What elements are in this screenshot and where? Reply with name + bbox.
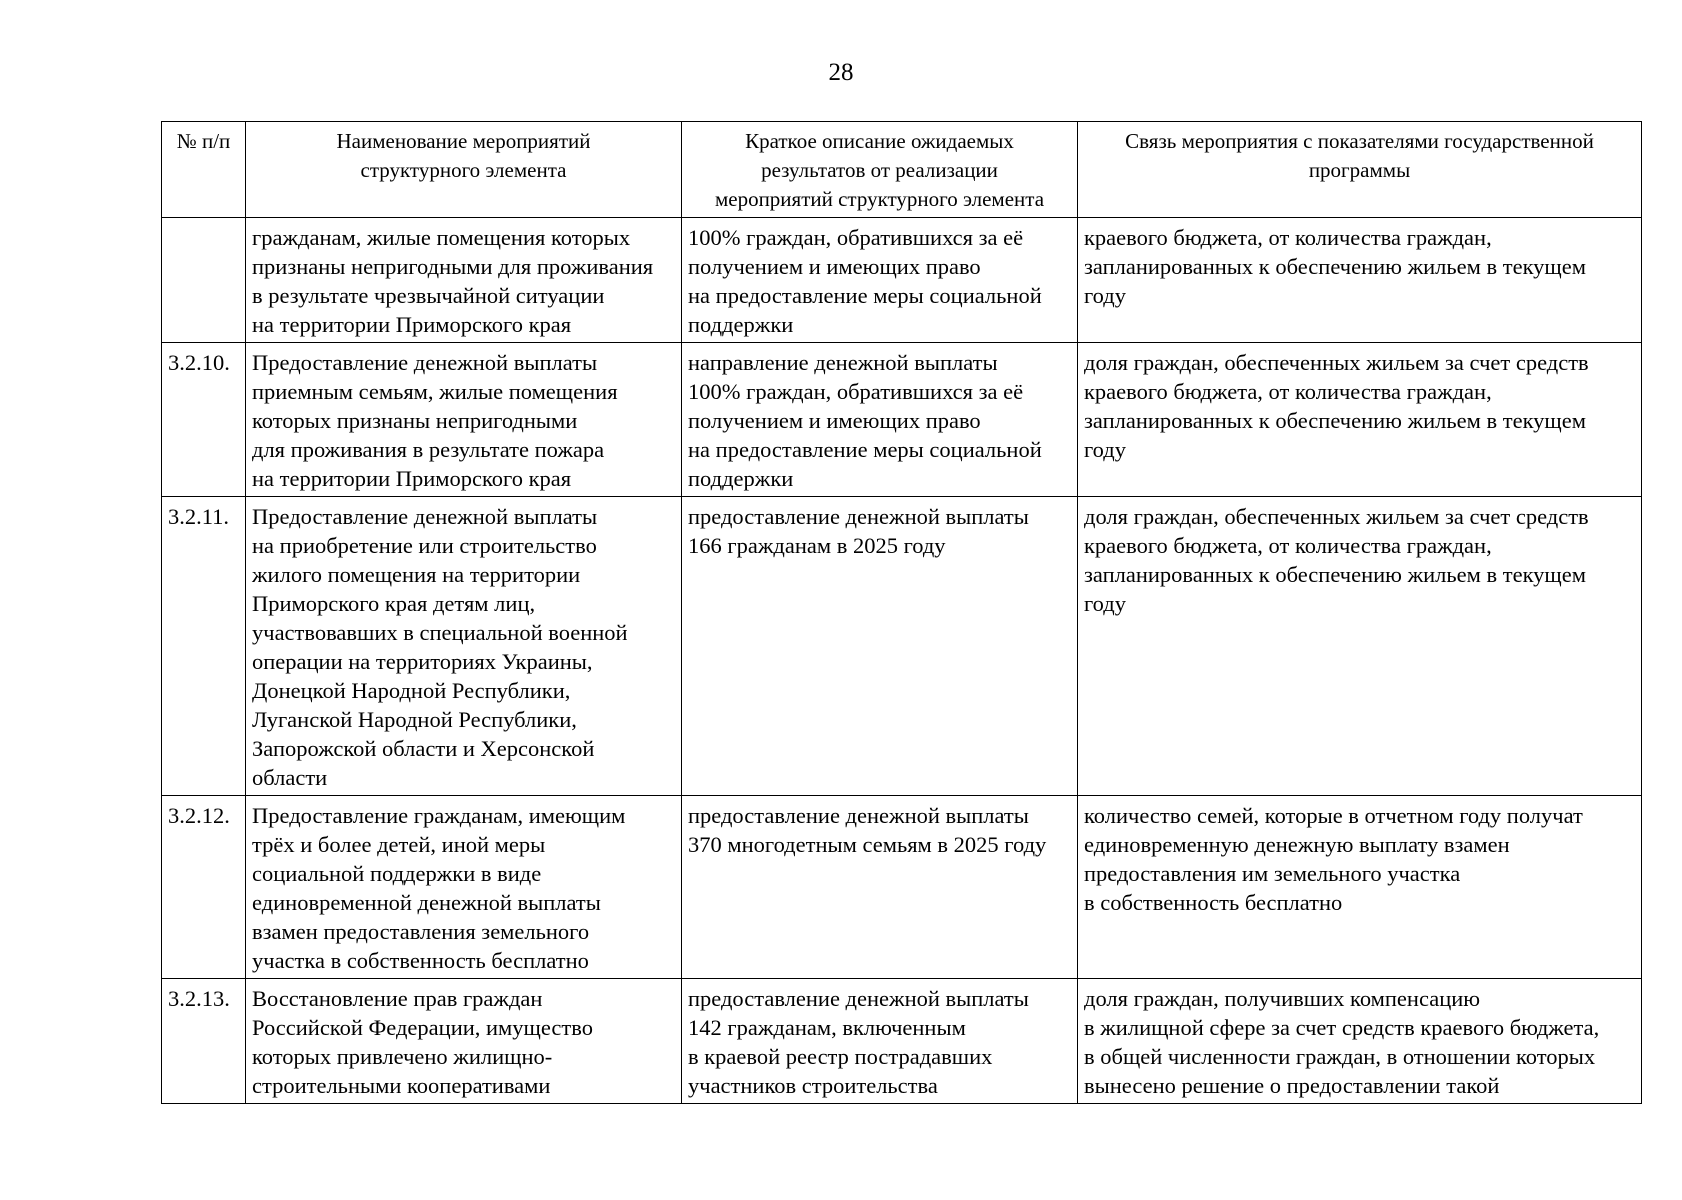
row-number: 3.2.12.: [162, 796, 246, 979]
indicator-link: доля граждан, обеспеченных жильем за счет средств краевого бюджета, от количества граждан, запланированных к обеспечению жильем в текущем году: [1078, 343, 1642, 497]
measure-name: Предоставление денежной выплаты приемным семьям, жилые помещения которых признаны непригодными для проживания в результате пожара на территории Приморского края: [246, 343, 682, 497]
expected-result: предоставление денежной выплаты 166 гражданам в 2025 году: [682, 497, 1078, 796]
indicator-link: доля граждан, обеспеченных жильем за счет средств краевого бюджета, от количества граждан, запланированных к обеспечению жильем в текущем году: [1078, 497, 1642, 796]
indicator-link: краевого бюджета, от количества граждан, запланированных к обеспечению жильем в текущем году: [1078, 218, 1642, 343]
page-number: 28: [828, 59, 854, 86]
measures-table: [161, 121, 1642, 1104]
indicator-link: количество семей, которые в отчетном году получат единовременную денежную выплату взамен предоставления им земельного участка в собственность бесплатно: [1078, 796, 1642, 979]
header-program-indicators: Связь мероприятия с показателями государственной программы: [1078, 122, 1642, 218]
row-number: 3.2.11.: [162, 497, 246, 796]
table-row: [162, 796, 1642, 979]
expected-result: направление денежной выплаты 100% граждан, обратившихся за её получением и имеющих право на предоставление меры социальной поддержки: [682, 343, 1078, 497]
measure-name: Предоставление гражданам, имеющим трёх и более детей, иной меры социальной поддержки в виде единовременной денежной выплаты взамен предоставления земельного участка в собственность бесплатно: [246, 796, 682, 979]
expected-result: предоставление денежной выплаты 370 многодетным семьям в 2025 году: [682, 796, 1078, 979]
indicator-link: доля граждан, получивших компенсацию в жилищной сфере за счет средств краевого бюджета, в общей численности граждан, в отношении которых вынесено решение о предоставлении такой: [1078, 979, 1642, 1104]
header-expected-results: Краткое описание ожидаемых результатов от реализации мероприятий структурного элемента: [682, 122, 1078, 218]
measure-name: Восстановление прав граждан Российской Федерации, имущество которых привлечено жилищно- строительными кооперативами: [246, 979, 682, 1104]
expected-result: 100% граждан, обратившихся за её получением и имеющих право на предоставление меры социальной поддержки: [682, 218, 1078, 343]
table-row: [162, 979, 1642, 1104]
table-row: [162, 497, 1642, 796]
table-row: [162, 218, 1642, 343]
row-number: 3.2.13.: [162, 979, 246, 1104]
expected-result: предоставление денежной выплаты 142 гражданам, включенным в краевой реестр пострадавших участников строительства: [682, 979, 1078, 1104]
header-number: № п/п: [162, 122, 246, 218]
measure-name: Предоставление денежной выплаты на приобретение или строительство жилого помещения на территории Приморского края детям лиц, участвовавших в специальной военной операции на территориях Украины, Донецкой Народной Республики, Луганской Народной Республики, Запорожской области и Херсонской области: [246, 497, 682, 796]
header-measure-name: Наименование мероприятий структурного элемента: [246, 122, 682, 218]
table-row: [162, 343, 1642, 497]
row-number: 3.2.10.: [162, 343, 246, 497]
row-number: [162, 218, 246, 343]
measure-name: гражданам, жилые помещения которых признаны непригодными для проживания в результате чрезвычайной ситуации на территории Приморского края: [246, 218, 682, 343]
table-header-row: [162, 122, 1642, 218]
